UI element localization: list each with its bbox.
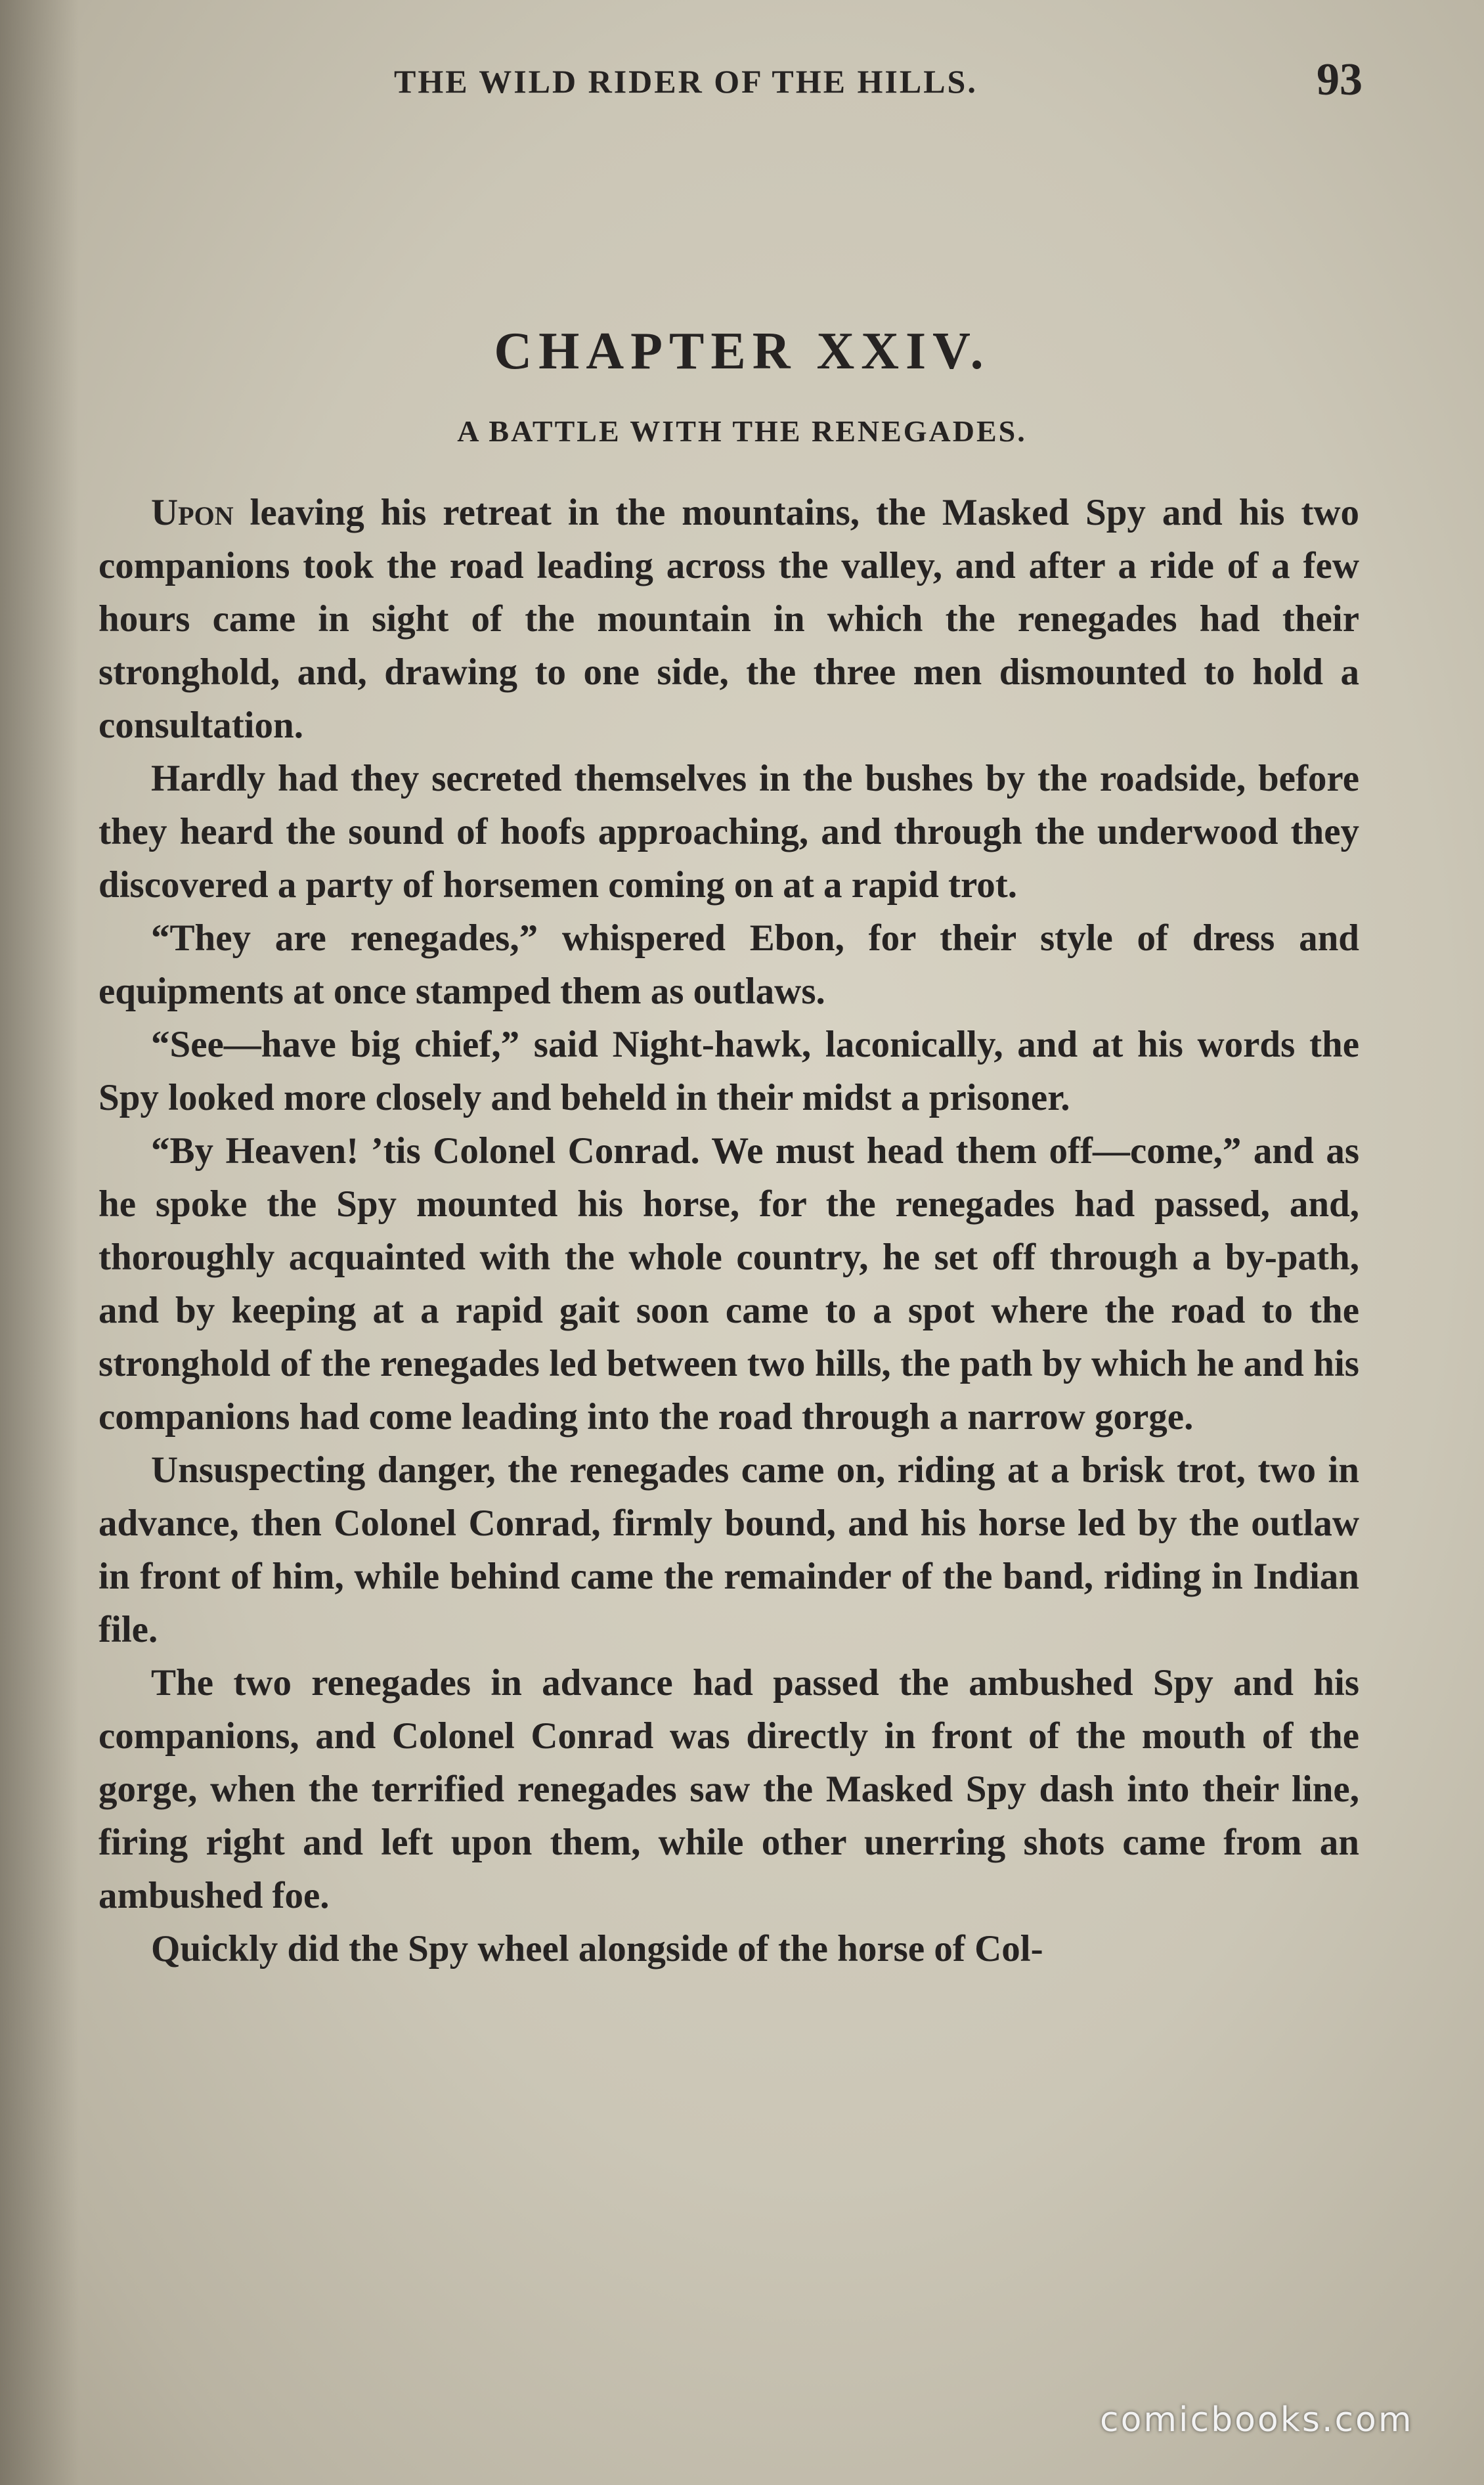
paragraph: Hardly had they secreted themselves in the bushes by the roadside, before they heard the sound of hoofs approaching, and through the underwood they discovered a party of horsemen coming on at a rapid trot.: [98, 758, 1359, 906]
running-head: THE WILD RIDER OF THE HILLS.: [394, 63, 978, 100]
chapter-body: [98, 486, 1359, 1975]
paragraph: Unsuspecting danger, the renegades came on, riding at a brisk trot, two in advance, then Colonel Conrad, firmly bound, and his horse led by the outlaw in front of him, while behind came the remainder of the band, riding in Indian file.: [98, 1449, 1359, 1650]
drop-lead-word: Upon: [151, 492, 234, 533]
page-number: 93: [1317, 55, 1363, 105]
paragraph: The two renegades in advance had passed the ambushed Spy and his companions, and Colonel Conrad was directly in front of the mouth of the gorge, when the terrified renegades saw the Masked Spy dash into their line, firing right and left upon them, while other unerring shots came from an ambushed foe.: [98, 1662, 1359, 1916]
paragraph: “By Heaven! ’tis Colonel Conrad. We must head them off—come,” and as he spoke the Spy mounted his horse, for the renegades had passed, and, thoroughly acquainted with the whole country, he set off through a by-path, and by keeping at a rapid gait soon came to a spot where the road to the stronghold of the renegades led between two hills, the path by which he and his companions had come leading into the road through a narrow gorge.: [98, 1130, 1359, 1438]
site-watermark: comicbooks.com: [1100, 2400, 1414, 2440]
paragraph: “See—have big chief,” said Night-hawk, laconically, and at his words the Spy looked more closely and beheld in their midst a prisoner.: [98, 1024, 1359, 1118]
paragraph: [98, 486, 1359, 752]
paragraph: Quickly did the Spy wheel alongside of the horse of Col-: [151, 1928, 1043, 1969]
chapter-subtitle: A BATTLE WITH THE RENEGADES.: [457, 414, 1027, 448]
paragraph: “They are renegades,” whispered Ebon, for their style of dress and equipments at once stamped them as outlaws.: [98, 917, 1359, 1012]
chapter-title: CHAPTER XXIV.: [494, 322, 990, 380]
paragraph-text: leaving his retreat in the mountains, the Masked Spy and his two companions took the road leading across the valley, and after a ride of a few hours came in sight of the mountain in which the renegades had their stronghold, and, drawing to one side, the three men dismounted to hold a consultation.: [98, 492, 1359, 746]
